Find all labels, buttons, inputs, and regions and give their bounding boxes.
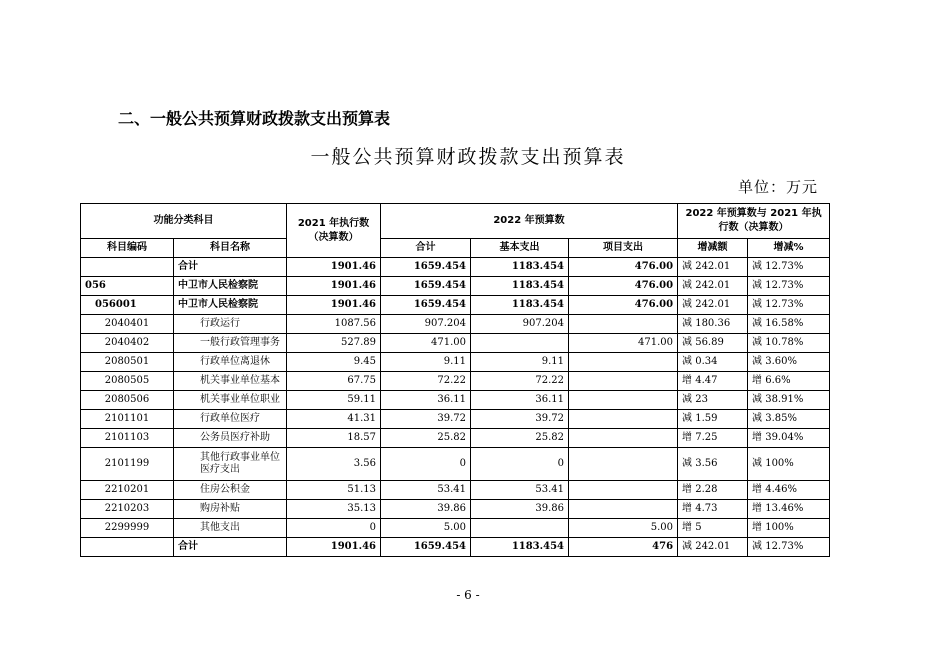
table-row [81,353,830,372]
pct-cell: 减 12.73% [748,296,830,315]
table-row [81,391,830,410]
name-cell: 合计 [174,538,287,557]
project-cell [569,500,678,519]
project-cell: 476.00 [569,296,678,315]
header-name: 科目名称 [174,239,287,258]
basic-cell: 39.72 [471,410,569,429]
basic-cell: 53.41 [471,481,569,500]
pct-cell: 增 13.46% [748,500,830,519]
amount-cell: 增 4.73 [678,500,748,519]
total-cell: 0 [381,448,471,481]
basic-cell: 1183.454 [471,296,569,315]
header-basic: 基本支出 [471,239,569,258]
name-cell: 中卫市人民检察院 [174,277,287,296]
pct-cell: 增 39.04% [748,429,830,448]
basic-cell: 1183.454 [471,258,569,277]
name-cell: 其他支出 [174,519,287,538]
name-cell: 行政单位离退休 [174,353,287,372]
pct-cell: 减 10.78% [748,334,830,353]
amount-cell: 增 4.47 [678,372,748,391]
total-cell: 36.11 [381,391,471,410]
pct-cell: 减 100% [748,448,830,481]
amount-cell: 增 5 [678,519,748,538]
pct-cell: 减 12.73% [748,277,830,296]
page-number: - 6 - [456,588,480,602]
amount-cell: 减 56.89 [678,334,748,353]
table-row [81,296,830,315]
amount-cell: 减 242.01 [678,538,748,557]
header-change-amount: 增减额 [678,239,748,258]
name-cell: 合计 [174,258,287,277]
code-cell: 2101101 [81,410,174,429]
pct-cell: 增 4.46% [748,481,830,500]
total-cell: 9.11 [381,353,471,372]
table-row [81,277,830,296]
project-cell [569,353,678,372]
exec-cell: 1087.56 [287,315,381,334]
code-cell: 2101199 [81,448,174,481]
exec-cell: 35.13 [287,500,381,519]
basic-cell: 1183.454 [471,538,569,557]
section-heading: 二、一般公共预算财政拨款支出预算表 [118,109,391,128]
total-cell: 1659.454 [381,277,471,296]
exec-cell: 3.56 [287,448,381,481]
header-change-pct: 增减% [748,239,830,258]
header-category: 功能分类科目 [81,204,287,239]
code-cell: 2080505 [81,372,174,391]
total-cell: 907.204 [381,315,471,334]
table-title: 一般公共预算财政拨款支出预算表 [310,146,626,168]
code-cell: 2040401 [81,315,174,334]
header-exec-2021: 2021 年执行数（决算数） [287,204,381,258]
header-code: 科目编码 [81,239,174,258]
name-cell: 购房补贴 [174,500,287,519]
unit-label: 单位：万元 [737,178,818,196]
table-row [81,258,830,277]
exec-cell: 9.45 [287,353,381,372]
code-cell [81,258,174,277]
amount-cell: 减 242.01 [678,277,748,296]
name-cell: 一般行政管理事务 [174,334,287,353]
table-row [81,372,830,391]
exec-cell: 0 [287,519,381,538]
basic-cell: 1183.454 [471,277,569,296]
project-cell [569,481,678,500]
name-cell: 其他行政事业单位医疗支出 [174,448,287,481]
code-cell: 2040402 [81,334,174,353]
table-row [81,448,830,481]
header-budget-2022: 2022 年预算数 [381,204,678,239]
pct-cell: 减 38.91% [748,391,830,410]
table-row [81,429,830,448]
code-cell: 2299999 [81,519,174,538]
budget-table [80,203,830,557]
amount-cell: 减 1.59 [678,410,748,429]
project-cell [569,372,678,391]
exec-cell: 1901.46 [287,538,381,557]
project-cell [569,410,678,429]
total-cell: 5.00 [381,519,471,538]
exec-cell: 1901.46 [287,296,381,315]
name-cell: 机关事业单位基本 [174,372,287,391]
code-cell: 2210201 [81,481,174,500]
pct-cell: 减 16.58% [748,315,830,334]
name-cell: 行政运行 [174,315,287,334]
amount-cell: 减 0.34 [678,353,748,372]
total-cell: 25.82 [381,429,471,448]
pct-cell: 减 3.60% [748,353,830,372]
project-cell: 476.00 [569,258,678,277]
project-cell: 5.00 [569,519,678,538]
total-cell: 1659.454 [381,296,471,315]
code-cell: 2080501 [81,353,174,372]
table-row [81,334,830,353]
header-compare: 2022 年预算数与 2021 年执行数（决算数） [678,204,830,239]
project-cell [569,448,678,481]
header-row-2 [81,239,830,258]
pct-cell: 减 12.73% [748,258,830,277]
exec-cell: 18.57 [287,429,381,448]
basic-cell: 9.11 [471,353,569,372]
name-cell: 中卫市人民检察院 [174,296,287,315]
project-cell: 476.00 [569,277,678,296]
total-cell: 1659.454 [381,258,471,277]
exec-cell: 59.11 [287,391,381,410]
basic-cell: 0 [471,448,569,481]
name-cell: 机关事业单位职业 [174,391,287,410]
header-project: 项目支出 [569,239,678,258]
table-row [81,519,830,538]
basic-cell: 39.86 [471,500,569,519]
pct-cell: 增 100% [748,519,830,538]
name-cell: 行政单位医疗 [174,410,287,429]
basic-cell: 36.11 [471,391,569,410]
pct-cell: 减 12.73% [748,538,830,557]
project-cell: 471.00 [569,334,678,353]
exec-cell: 527.89 [287,334,381,353]
project-cell [569,315,678,334]
basic-cell [471,519,569,538]
amount-cell: 减 180.36 [678,315,748,334]
header-row-1 [81,204,830,239]
basic-cell [471,334,569,353]
code-cell: 056001 [81,296,174,315]
amount-cell: 减 3.56 [678,448,748,481]
name-cell: 公务员医疗补助 [174,429,287,448]
pct-cell: 减 3.85% [748,410,830,429]
code-cell: 2210203 [81,500,174,519]
project-cell: 476 [569,538,678,557]
exec-cell: 1901.46 [287,258,381,277]
exec-cell: 1901.46 [287,277,381,296]
basic-cell: 25.82 [471,429,569,448]
name-cell: 住房公积金 [174,481,287,500]
exec-cell: 67.75 [287,372,381,391]
total-cell: 39.86 [381,500,471,519]
basic-cell: 907.204 [471,315,569,334]
exec-cell: 41.31 [287,410,381,429]
header-total: 合计 [381,239,471,258]
table-row [81,410,830,429]
total-cell: 1659.454 [381,538,471,557]
amount-cell: 减 242.01 [678,296,748,315]
pct-cell: 增 6.6% [748,372,830,391]
code-cell: 2101103 [81,429,174,448]
amount-cell: 减 23 [678,391,748,410]
amount-cell: 增 2.28 [678,481,748,500]
total-cell: 72.22 [381,372,471,391]
code-cell: 2080506 [81,391,174,410]
total-cell: 53.41 [381,481,471,500]
table-row [81,500,830,519]
total-cell: 39.72 [381,410,471,429]
table-row [81,315,830,334]
code-cell: 056 [81,277,174,296]
amount-cell: 增 7.25 [678,429,748,448]
table-row [81,538,830,557]
total-cell: 471.00 [381,334,471,353]
code-cell [81,538,174,557]
project-cell [569,391,678,410]
amount-cell: 减 242.01 [678,258,748,277]
exec-cell: 51.13 [287,481,381,500]
table-row [81,481,830,500]
basic-cell: 72.22 [471,372,569,391]
project-cell [569,429,678,448]
